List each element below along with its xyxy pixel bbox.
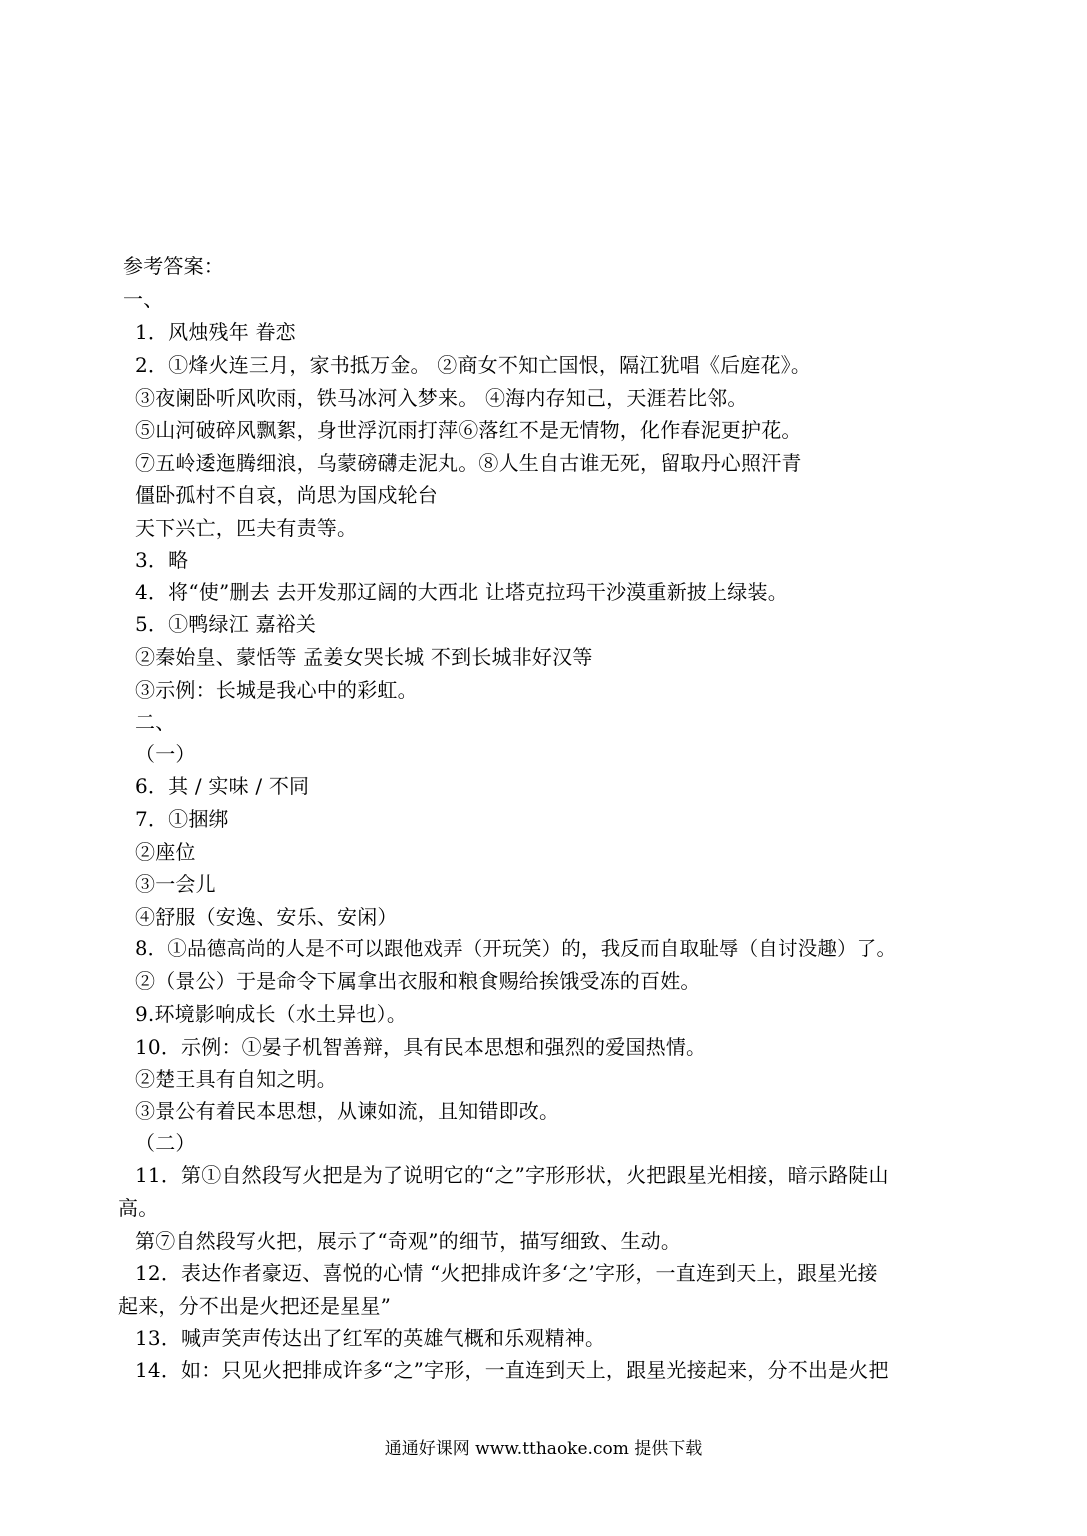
subsection-heading-2: （二）	[135, 1131, 196, 1155]
answer-line: ②（景公）于是命令下属拿出衣服和粮食赐给挨饿受冻的百姓。	[135, 969, 701, 993]
answer-line: 天下兴亡，匹夫有责等。	[135, 516, 358, 540]
answer-line: 起来，分不出是火把还是星星”	[118, 1294, 392, 1318]
answer-line: ③夜阑卧听风吹雨，铁马冰河入梦来。 ④海内存知己，天涯若比邻。	[135, 386, 748, 410]
answer-line: 11．第①自然段写火把是为了说明它的“之”字形形状，火把跟星光相接，暗示路陡山	[135, 1163, 889, 1187]
answer-line: 3．略	[135, 548, 189, 572]
answer-line: 僵卧孤村不自哀，尚思为国戍轮台	[135, 483, 438, 507]
answer-line: 1．风烛残年 眷恋	[135, 320, 296, 344]
answer-line: 13．喊声笑声传达出了红军的英雄气概和乐观精神。	[135, 1326, 606, 1350]
answer-line: 10．示例：①晏子机智善辩，具有民本思想和强烈的爱国热情。	[135, 1035, 707, 1059]
section-heading-1: 一、	[123, 287, 164, 311]
answer-line: 7．①捆绑	[135, 807, 229, 831]
answer-line: ③示例：长城是我心中的彩虹。	[135, 678, 418, 702]
answer-line: 第⑦自然段写火把，展示了“奇观”的细节，描写细致、生动。	[135, 1229, 682, 1253]
answer-line: 5．①鸭绿江 嘉裕关	[135, 612, 317, 636]
answer-line: 高。	[118, 1196, 159, 1220]
section-heading-2: 二、	[135, 710, 176, 734]
page-footer: 通通好课网 www.tthaoke.com 提供下载	[384, 1439, 703, 1459]
answer-line: 4．将“使”删去 去开发那辽阔的大西北 让塔克拉玛干沙漠重新披上绿装。	[135, 580, 788, 604]
answer-line: 8．①品德高尚的人是不可以跟他戏弄（开玩笑）的，我反而自取耻辱（自讨没趣）了。	[135, 937, 897, 960]
answer-line: ②座位	[135, 840, 196, 864]
answer-line: ⑤山河破碎风飘絮，身世浮沉雨打萍⑥落红不是无情物，化作春泥更护花。	[135, 418, 802, 442]
answer-line: 6．其 / 实味 / 不同	[135, 774, 310, 798]
answer-line: ③景公有着民本思想，从谏如流，且知错即改。	[135, 1099, 560, 1123]
answer-line: 2．①烽火连三月，家书抵万金。 ②商女不知亡国恨，隔江犹唱《后庭花》。	[135, 353, 812, 377]
answer-title: 参考答案：	[123, 254, 224, 278]
answer-line: ④舒服（安逸、安乐、安闲）	[135, 905, 398, 929]
answer-line: ②楚王具有自知之明。	[135, 1067, 337, 1091]
answer-line: ⑦五岭逶迤腾细浪，乌蒙磅礴走泥丸。⑧人生自古谁无死，留取丹心照汗青	[135, 451, 802, 475]
answer-line: 12．表达作者豪迈、喜悦的心情 “火把排成许多‘之’字形，一直连到天上，跟星光接	[135, 1261, 878, 1285]
answer-line: ②秦始皇、蒙恬等 孟姜女哭长城 不到长城非好汉等	[135, 645, 593, 669]
answer-line: ③一会儿	[135, 872, 216, 896]
subsection-heading-1: （一）	[135, 742, 196, 766]
answer-line: 9.环境影响成长（水土异也）。	[135, 1002, 408, 1026]
answer-line: 14．如：只见火把排成许多“之”字形，一直连到天上，跟星光接起来，分不出是火把	[135, 1358, 889, 1382]
